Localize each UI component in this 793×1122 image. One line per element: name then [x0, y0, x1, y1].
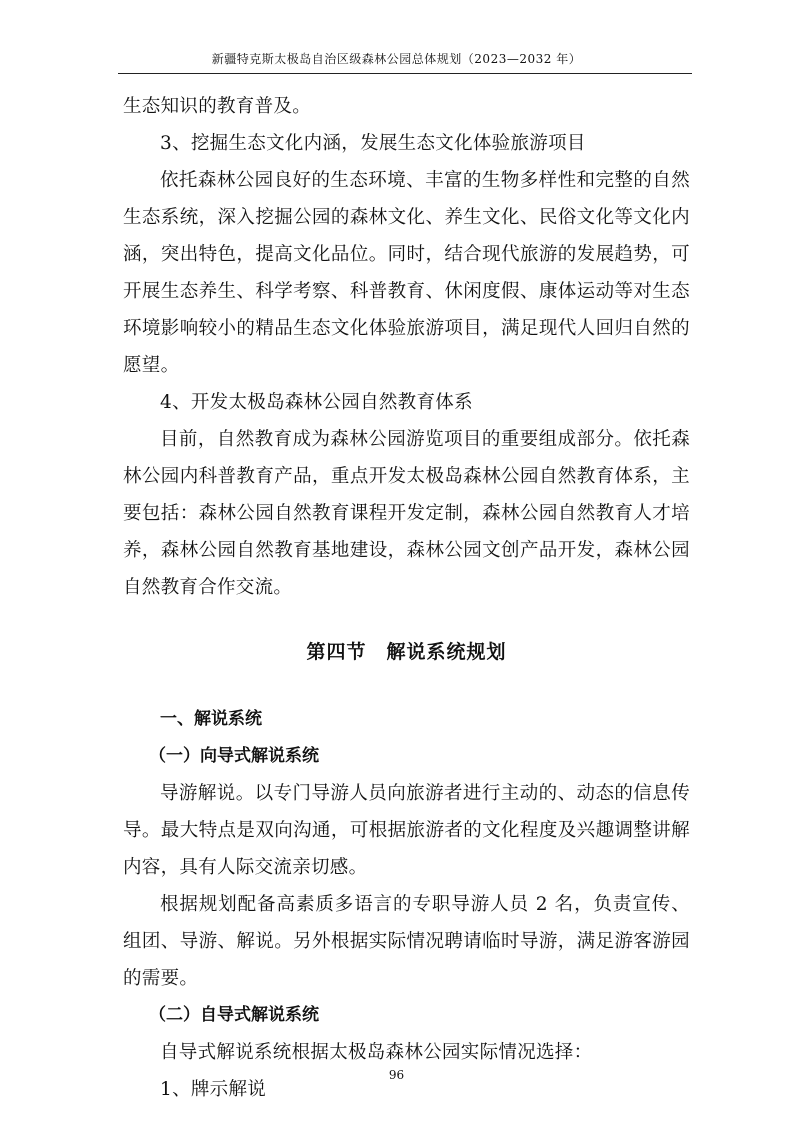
paragraph: 根据规划配备高素质多语言的专职导游人员 2 名，负责宣传、组团、导游、解说。另外根据实际情况聘请临时导游，满足游客游园的需要。: [123, 894, 690, 989]
header-rule: [118, 73, 692, 74]
paragraph: 依托森林公园良好的生态环境、丰富的生物多样性和完整的自然生态系统，深入挖掘公园的森林文化、养生文化、民俗文化等文化内涵，突出特色，提高文化品位。同时，结合现代旅游的发展趋势，可开展生态养生、科学考察、科普教育、休闲度假、康体运动等对生态环境影响较小的精品生态文化体验旅游项目，满足现代人回归自然的愿望。: [123, 170, 690, 376]
subheading: 4、开发太极岛森林公园自然教育体系: [160, 392, 473, 413]
running-header: 新疆特克斯太极岛自治区级森林公园总体规划（2023—2032 年）: [211, 52, 582, 66]
heading-level-2: （二）自导式解说系统: [149, 1005, 319, 1025]
paragraph: 目前，自然教育成为森林公园游览项目的重要组成部分。依托森林公园内科普教育产品，重点开发太极岛森林公园自然教育体系，主要包括：森林公园自然教育课程开发定制，森林公园自然教育人才培养，森林公园自然教育基地建设，森林公园文创产品开发，森林公园自然教育合作交流。: [123, 429, 690, 598]
subheading: 1、牌示解说: [160, 1079, 267, 1100]
page-number: 96: [388, 1068, 405, 1082]
paragraph: 导游解说。以专门导游人员向旅游者进行主动的、动态的信息传导。最大特点是双向沟通，可根据旅游者的文化程度及兴趣调整讲解内容，具有人际交流亲切感。: [123, 783, 690, 878]
section-title: 第四节 解说系统规划: [306, 641, 507, 663]
paragraph: 生态知识的教育普及。: [123, 96, 312, 117]
heading-level-2: （一）向导式解说系统: [149, 746, 319, 766]
heading-level-1: 一、解说系统: [160, 709, 262, 729]
paragraph: 自导式解说系统根据太极岛森林公园实际情况选择：: [160, 1042, 593, 1063]
subheading: 3、挖掘生态文化内涵，发展生态文化体验旅游项目: [160, 133, 586, 154]
page-body: [123, 88, 690, 1108]
